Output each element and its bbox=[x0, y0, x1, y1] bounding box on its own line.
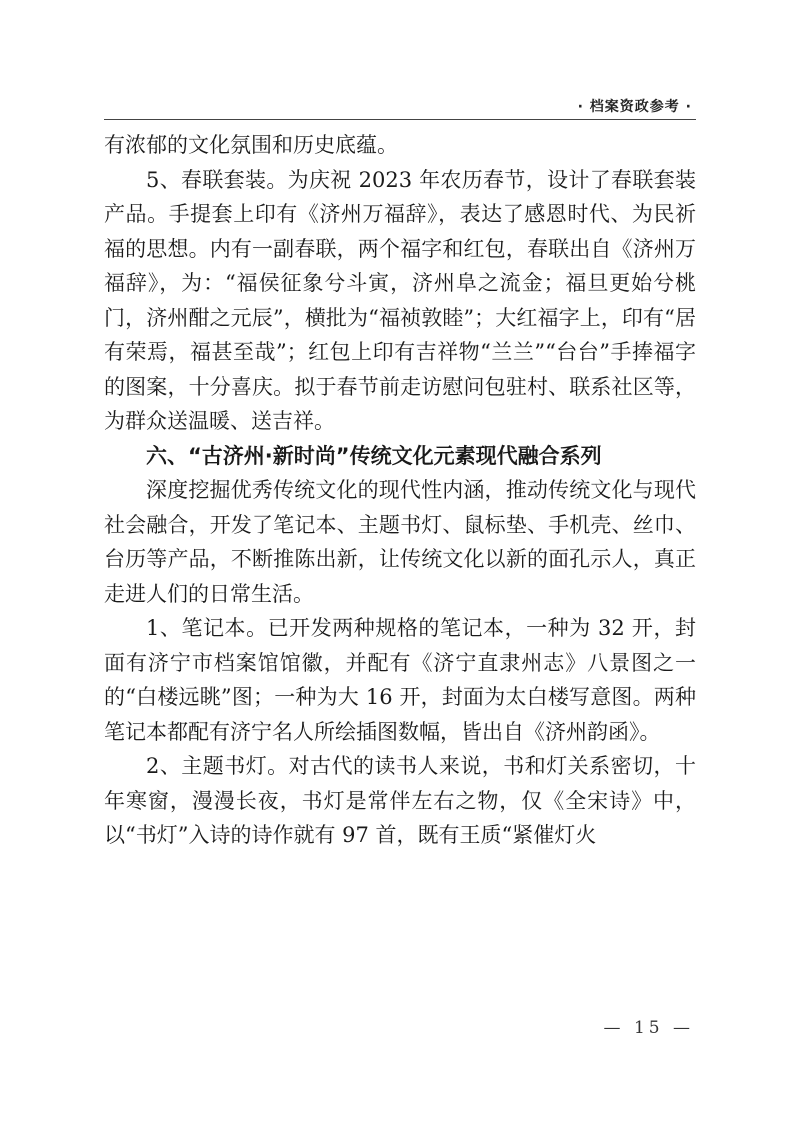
paragraph: 有浓郁的文化氛围和历史底蕴。 bbox=[104, 133, 398, 157]
paragraph: 1、笔记本。已开发两种规格的笔记本，一种为 32 开，封面有济宁市档案馆馆徽，并配有《济宁直隶州志》八景图之一的“白楼远眺”图；一种为大 16 开，封面为太白楼写意图。两种笔记本都配有济宁名人所绘插图数幅，皆出自《济州韵函》。 bbox=[104, 616, 696, 744]
paragraph: 5、春联套装。为庆祝 2023 年农历春节，设计了春联套装产品。手提套上印有《济州万福辞》，表达了感恩时代、为民祈福的思想。内有一副春联，两个福字和红包，春联出自《济州万福辞》，为：“福侯征象兮斗寅，济州阜之流金；福旦更始兮桃门，济州酣之元辰”，横批为“福祯敦睦”；大红福字上，印有“居有荣焉，福甚至哉”；红包上印有吉祥物“兰兰”“台台”手捧福字的图案，十分喜庆。拟于春节前走访慰问包驻村、联系社区等，为群众送温暖、送吉祥。 bbox=[104, 167, 696, 433]
section-heading: 六、“古济州·新时尚”传统文化元素现代融合系列 bbox=[146, 443, 602, 468]
page-number: — 15 — bbox=[603, 1018, 694, 1038]
document-body bbox=[104, 128, 696, 853]
header-divider bbox=[104, 119, 696, 120]
paragraph: 深度挖掘优秀传统文化的现代性内涵，推动传统文化与现代社会融合，开发了笔记本、主题书灯、鼠标垫、手机壳、丝巾、台历等产品，不断推陈出新，让传统文化以新的面孔示人，真正走进人们的日常生活。 bbox=[104, 478, 696, 606]
paragraph: 2、主题书灯。对古代的读书人来说，书和灯关系密切，十年寒窗，漫漫长夜，书灯是常伴左右之物，仅《全宋诗》中，以“书灯”入诗的诗作就有 97 首，既有王质“紧催灯火 bbox=[104, 754, 696, 847]
running-header: · 档案资政参考 · bbox=[577, 99, 692, 115]
